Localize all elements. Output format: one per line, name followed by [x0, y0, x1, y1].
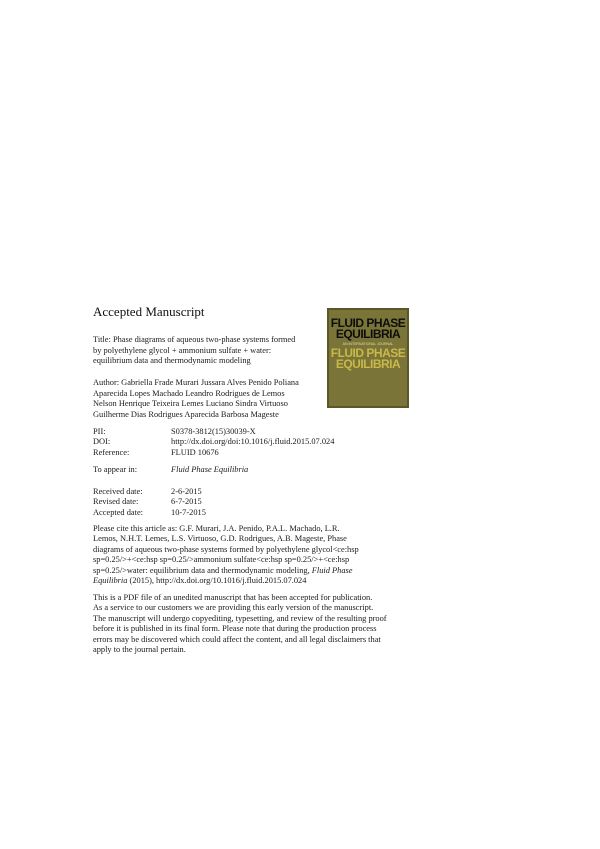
revised-value: 6-7-2015	[171, 497, 202, 507]
accepted-value: 10-7-2015	[171, 507, 206, 517]
received-row	[93, 487, 413, 497]
citation-line: Lemos, N.H.T. Lemes, L.S. Virtuoso, G.D. Rodrigues, A.B. Mageste, Phase	[93, 534, 347, 544]
cover-title-line: FLUID PHASE	[330, 316, 406, 330]
pii-label: PII:	[93, 427, 106, 436]
doi-link[interactable]: http://dx.doi.org/doi:10.1016/j.fluid.2015.07.024	[171, 437, 335, 447]
notice-line: before it is published in its final form. Please note that during the production process	[93, 624, 377, 634]
article-title	[93, 335, 323, 367]
pii-value: S0378-3812(15)30039-X	[171, 427, 256, 436]
identifier-table	[93, 427, 413, 458]
notice-line: apply to the journal pertain.	[93, 645, 186, 655]
dates-table	[93, 487, 413, 518]
appear-label: To appear in:	[93, 465, 138, 474]
citation-doi-link[interactable]: (2015), http://dx.doi.org/10.1016/j.fluid.2015.07.024	[129, 576, 307, 586]
pii-row	[93, 427, 413, 437]
received-value: 2-6-2015	[171, 487, 202, 496]
author-list	[93, 378, 333, 420]
citation-paragraph	[93, 524, 416, 586]
author-line: Author: Gabriella Frade Murari Jussara Alves Penido Poliana	[93, 378, 299, 387]
author-line: Guilherme Dias Rodrigues Aparecida Barbosa Mageste	[93, 409, 279, 419]
title-line: by polyethylene glycol + ammonium sulfate + water:	[93, 345, 272, 355]
received-label: Received date:	[93, 487, 143, 496]
appear-in-row	[93, 465, 413, 475]
cover-title-line: EQUILIBRIA	[335, 327, 401, 341]
notice-line: The manuscript will undergo copyediting, typesetting, and review of the resulting proof	[93, 613, 387, 623]
cover-subtitle: AN INTERNATIONAL JOURNAL	[342, 342, 394, 346]
doi-label: DOI:	[93, 437, 111, 447]
citation-line: sp=0.25/>+<ce:hsp sp=0.25/>ammonium sulfate<ce:hsp sp=0.25/>+<ce:hsp	[93, 555, 350, 565]
citation-line	[93, 576, 416, 586]
revised-label: Revised date:	[93, 497, 139, 507]
accepted-row	[93, 508, 413, 518]
citation-line: diagrams of aqueous two-phase systems formed by polyethylene glycol<ce:hsp	[93, 544, 359, 554]
citation-journal: Equilibria	[93, 576, 128, 586]
reference-label: Reference:	[93, 447, 130, 457]
accepted-label: Accepted date:	[93, 507, 143, 517]
citation-line	[93, 566, 416, 576]
revised-row	[93, 497, 413, 507]
author-line: Nelson Henrique Teixeira Lemes Luciano Sindra Virtuoso	[93, 399, 288, 408]
citation-text: sp=0.25/>water: equilibrium data and thermodynamic modeling,	[93, 565, 310, 575]
title-line: Title: Phase diagrams of aqueous two-phase systems formed	[93, 335, 296, 344]
notice-paragraph	[93, 593, 416, 655]
notice-line: As a service to our customers we are providing this early version of the manuscript.	[93, 603, 374, 613]
citation-line: Please cite this article as: G.F. Murari, J.A. Penido, P.A.L. Machado, L.R.	[93, 524, 340, 533]
journal-name: Fluid Phase Equilibria	[171, 465, 249, 474]
journal-cover-image	[327, 308, 409, 408]
citation-journal: Fluid Phase	[311, 565, 353, 575]
title-line: equilibrium data and thermodynamic modeling	[93, 356, 251, 365]
cover-title-line: FLUID PHASE	[330, 346, 406, 360]
page-title: Accepted Manuscript	[93, 304, 205, 319]
doi-row	[93, 437, 413, 447]
cover-title-line: EQUILIBRIA	[335, 357, 401, 371]
notice-line: This is a PDF file of an unedited manuscript that has been accepted for publication.	[93, 593, 373, 602]
reference-row	[93, 448, 413, 458]
author-line: Aparecida Lopes Machado Leandro Rodrigues de Lemos	[93, 388, 285, 398]
notice-line: errors may be discovered which could affect the content, and all legal disclaimers that	[93, 634, 381, 644]
reference-value: FLUID 10676	[171, 447, 219, 457]
